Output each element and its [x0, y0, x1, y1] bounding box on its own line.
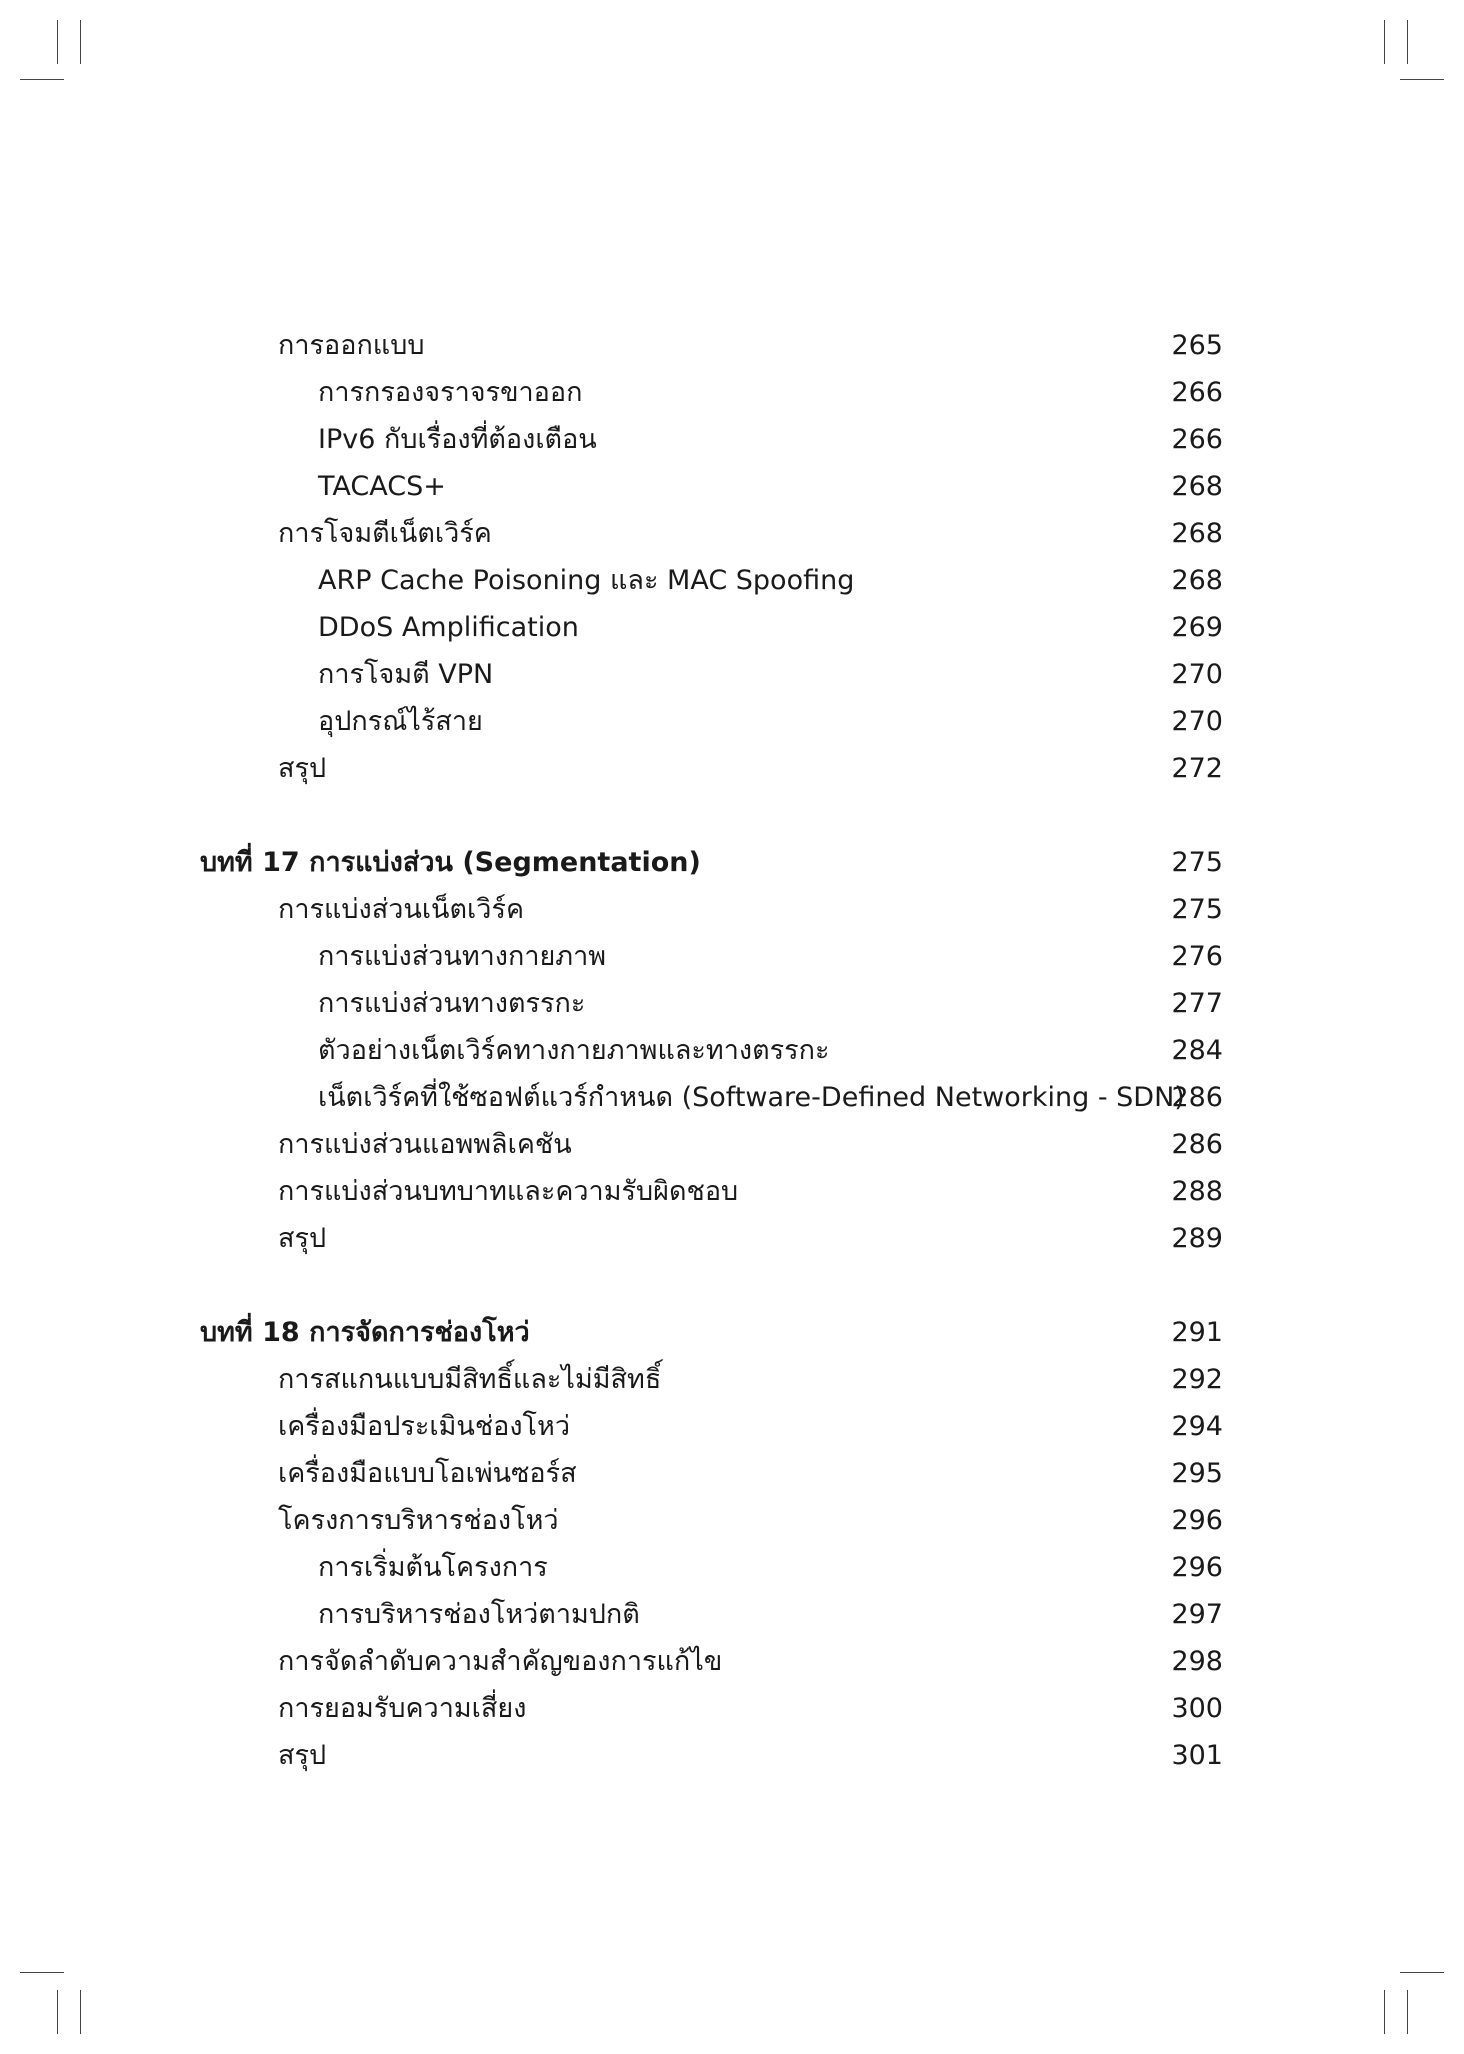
toc-entry-row — [200, 1544, 1223, 1591]
crop-mark-bottom-right-v2 — [1407, 1990, 1408, 2034]
entry-title: ตัวอย่างเน็ตเวิร์คทางกายภาพและทางตรรกะ — [318, 1035, 830, 1066]
toc-entry-row — [200, 1027, 1223, 1074]
toc-entry-row — [200, 1403, 1223, 1450]
page-number: 268 — [1171, 518, 1223, 549]
toc-entry-row — [200, 1638, 1223, 1685]
entry-title: การจัดลำดับความสำคัญของการแก้ไข — [278, 1646, 723, 1677]
toc-entry-row — [200, 604, 1223, 651]
page-number: 269 — [1171, 612, 1223, 643]
page-number: 301 — [1171, 1740, 1223, 1771]
toc-entry-row — [200, 886, 1223, 933]
entry-title: สรุป — [278, 1223, 327, 1254]
page-number: 275 — [1171, 894, 1223, 925]
toc-chapter-row — [200, 839, 1223, 886]
crop-mark-bottom-right-h — [1400, 1972, 1444, 1973]
toc-entry-row — [200, 1356, 1223, 1403]
page-number: 277 — [1171, 988, 1223, 1019]
entry-title: TACACS+ — [318, 471, 446, 502]
crop-mark-top-right-v — [1384, 20, 1385, 64]
page-number: 270 — [1171, 659, 1223, 690]
page-number: 289 — [1171, 1223, 1223, 1254]
chapter-spacer — [200, 792, 1223, 839]
entry-title: การยอมรับความเสี่ยง — [278, 1693, 527, 1724]
entry-title: การแบ่งส่วนทางกายภาพ — [318, 941, 607, 972]
toc-entry-row — [200, 510, 1223, 557]
page-number: 294 — [1171, 1411, 1223, 1442]
entry-title: สรุป — [278, 1740, 327, 1771]
crop-mark-bottom-right-v — [1384, 1990, 1385, 2034]
toc-entry-row — [200, 1450, 1223, 1497]
entry-title: การกรองจราจรขาออก — [318, 377, 583, 408]
toc-entry-row — [200, 463, 1223, 510]
crop-mark-top-right-v2 — [1407, 20, 1408, 64]
page-number: 284 — [1171, 1035, 1223, 1066]
entry-title: เน็ตเวิร์คที่ใช้ซอฟต์แวร์กำหนด (Software-Defined Networking - SDN) — [318, 1082, 1185, 1113]
toc-entry-row — [200, 1121, 1223, 1168]
page-number: 276 — [1171, 941, 1223, 972]
page-number: 275 — [1171, 847, 1223, 878]
page-number: 266 — [1171, 424, 1223, 455]
page-number: 291 — [1171, 1317, 1223, 1348]
page-number: 295 — [1171, 1458, 1223, 1489]
entry-title: อุปกรณ์ไร้สาย — [318, 706, 483, 737]
toc-entry-row — [200, 933, 1223, 980]
page-number: 268 — [1171, 471, 1223, 502]
toc-entry-row — [200, 651, 1223, 698]
table-of-contents — [200, 322, 1223, 1779]
page-number: 272 — [1171, 753, 1223, 784]
crop-mark-bottom-left-v2 — [80, 1990, 81, 2034]
toc-entry-row — [200, 698, 1223, 745]
toc-entry-row — [200, 1168, 1223, 1215]
entry-title: การออกแบบ — [278, 330, 425, 361]
toc-entry-row — [200, 1732, 1223, 1779]
page-number: 300 — [1171, 1693, 1223, 1724]
toc-entry-row — [200, 1685, 1223, 1732]
page-number: 292 — [1171, 1364, 1223, 1395]
entry-title: IPv6 กับเรื่องที่ต้องเตือน — [318, 424, 597, 455]
chapter-title: บทที่ 17 การแบ่งส่วน (Segmentation) — [200, 847, 701, 878]
toc-entry-row — [200, 416, 1223, 463]
toc-entry-row — [200, 980, 1223, 1027]
entry-title: โครงการบริหารช่องโหว่ — [278, 1505, 559, 1536]
toc-entry-row — [200, 1591, 1223, 1638]
toc-entry-row — [200, 369, 1223, 416]
entry-title: การแบ่งส่วนแอพพลิเคชัน — [278, 1129, 572, 1160]
crop-mark-bottom-left-h — [20, 1972, 64, 1973]
page-number: 296 — [1171, 1505, 1223, 1536]
entry-title: ARP Cache Poisoning และ MAC Spoofing — [318, 565, 855, 596]
chapter-title: บทที่ 18 การจัดการช่องโหว่ — [200, 1317, 530, 1348]
entry-title: การสแกนแบบมีสิทธิ์และไม่มีสิทธิ์ — [278, 1364, 662, 1395]
entry-title: การแบ่งส่วนเน็ตเวิร์ค — [278, 894, 525, 925]
entry-title: DDoS Amplification — [318, 612, 579, 643]
crop-mark-top-left-h — [20, 79, 64, 80]
entry-title: เครื่องมือแบบโอเพ่นซอร์ส — [278, 1458, 577, 1489]
entry-title: การโจมตี VPN — [318, 659, 494, 690]
toc-entry-row — [200, 1497, 1223, 1544]
page-number: 296 — [1171, 1552, 1223, 1583]
page-number: 265 — [1171, 330, 1223, 361]
page-number: 266 — [1171, 377, 1223, 408]
crop-mark-top-right-h — [1400, 79, 1444, 80]
entry-title: สรุป — [278, 753, 327, 784]
chapter-spacer — [200, 1262, 1223, 1309]
entry-title: เครื่องมือประเมินช่องโหว่ — [278, 1411, 571, 1442]
page-number: 286 — [1171, 1129, 1223, 1160]
crop-mark-top-left-v2 — [80, 20, 81, 64]
entry-title: การเริ่มต้นโครงการ — [318, 1552, 548, 1583]
toc-entry-row — [200, 322, 1223, 369]
entry-title: การบริหารช่องโหว่ตามปกติ — [318, 1599, 640, 1630]
entry-title: การแบ่งส่วนทางตรรกะ — [318, 988, 586, 1019]
entry-title: การโจมตีเน็ตเวิร์ค — [278, 518, 492, 549]
page-number: 286 — [1171, 1082, 1223, 1113]
page-number: 298 — [1171, 1646, 1223, 1677]
toc-entry-row — [200, 1215, 1223, 1262]
crop-mark-top-left-v — [57, 20, 58, 64]
page-number: 288 — [1171, 1176, 1223, 1207]
page-number: 268 — [1171, 565, 1223, 596]
page-number: 297 — [1171, 1599, 1223, 1630]
toc-entry-row — [200, 557, 1223, 604]
toc-chapter-row — [200, 1309, 1223, 1356]
entry-title: การแบ่งส่วนบทบาทและความรับผิดชอบ — [278, 1176, 739, 1207]
crop-mark-bottom-left-v — [57, 1990, 58, 2034]
toc-entry-row — [200, 1074, 1223, 1121]
toc-entry-row — [200, 745, 1223, 792]
page-number: 270 — [1171, 706, 1223, 737]
